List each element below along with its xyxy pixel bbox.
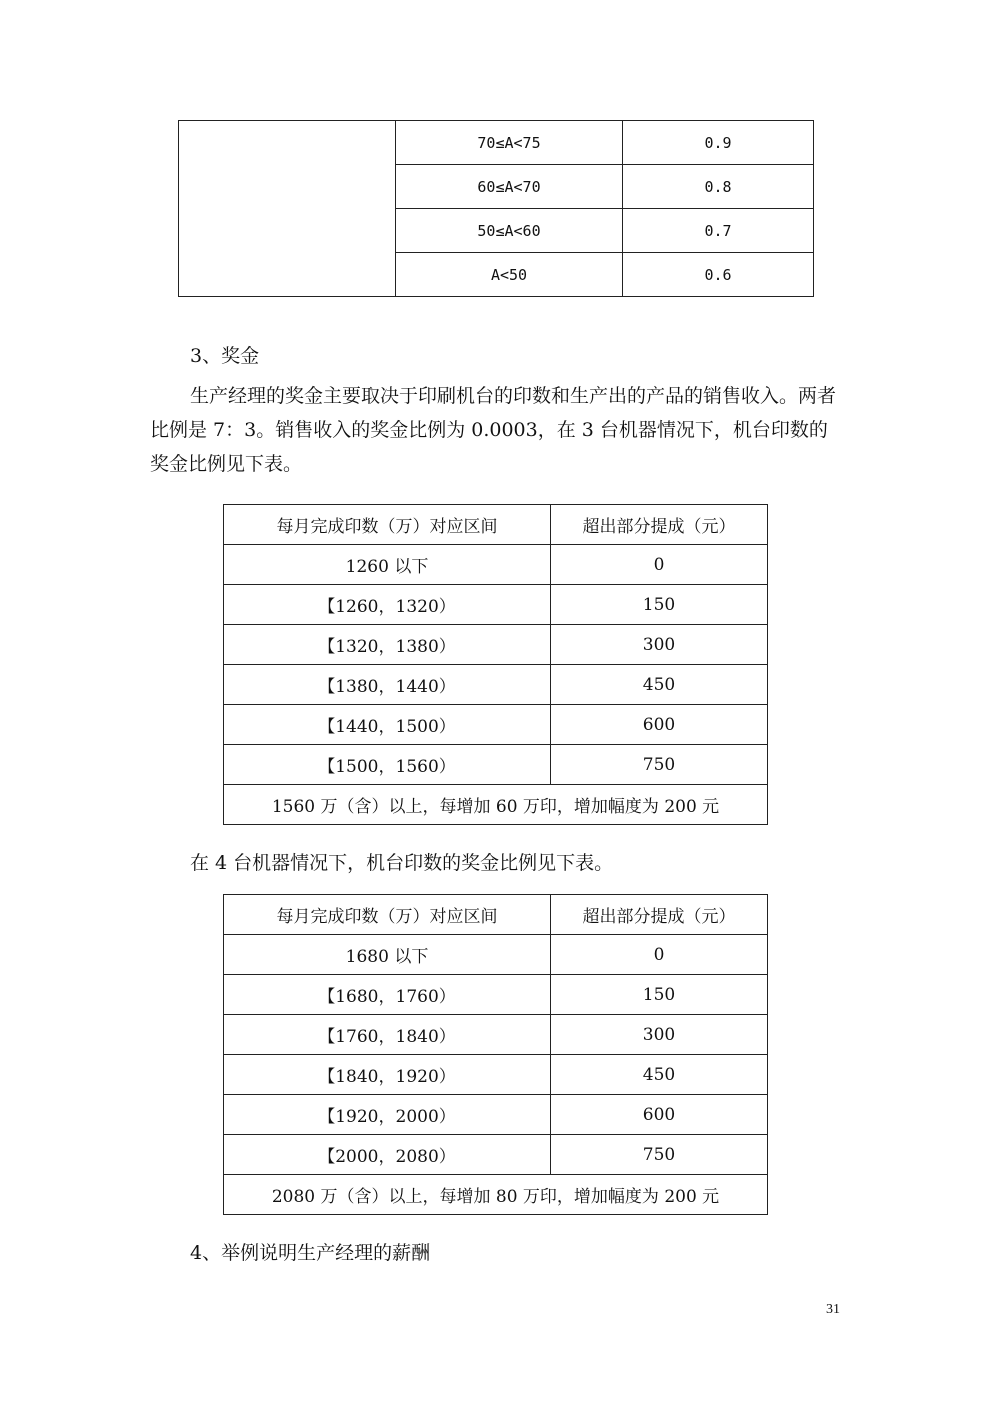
range-cell: 1260 以下 — [224, 545, 551, 585]
range-cell: 【1260，1320） — [224, 585, 551, 625]
footer-note-cell: 2080 万（含）以上，每增加 80 万印，增加幅度为 200 元 — [224, 1175, 768, 1215]
table-row — [179, 121, 814, 165]
range-cell: 【2000，2080） — [224, 1135, 551, 1175]
table-row — [224, 625, 768, 665]
coefficient-cell: 0.7 — [623, 209, 814, 253]
score-range-cell: A<50 — [396, 253, 623, 297]
table-row — [224, 1135, 768, 1175]
range-cell: 【1760，1840） — [224, 1015, 551, 1055]
bonus-cell: 150 — [551, 975, 768, 1015]
column-header-range: 每月完成印数（万）对应区间 — [224, 505, 551, 545]
range-cell: 1680 以下 — [224, 935, 551, 975]
table-row — [224, 665, 768, 705]
bonus-cell: 600 — [551, 1095, 768, 1135]
table-row — [224, 585, 768, 625]
table-row — [224, 545, 768, 585]
range-cell: 【1320，1380） — [224, 625, 551, 665]
table-header-row — [224, 895, 768, 935]
score-range-cell: 50≤A<60 — [396, 209, 623, 253]
score-coefficient-table — [178, 120, 814, 297]
bonus-cell: 300 — [551, 1015, 768, 1055]
bonus-cell: 300 — [551, 625, 768, 665]
column-header-range: 每月完成印数（万）对应区间 — [224, 895, 551, 935]
table-row — [224, 745, 768, 785]
table-row — [224, 935, 768, 975]
bonus-table-4-machines — [223, 894, 768, 1215]
table-row — [224, 1055, 768, 1095]
table-4-intro-text: 在 4 台机器情况下，机台印数的奖金比例见下表。 — [190, 852, 614, 874]
column-header-bonus: 超出部分提成（元） — [551, 895, 768, 935]
page-number: 31 — [826, 1302, 840, 1317]
footer-note-cell: 1560 万（含）以上，每增加 60 万印，增加幅度为 200 元 — [224, 785, 768, 825]
range-cell: 【1840，1920） — [224, 1055, 551, 1095]
range-cell: 【1680，1760） — [224, 975, 551, 1015]
section-3-paragraph: 生产经理的奖金主要取决于印刷机台的印数和生产出的产品的销售收入。两者比例是 7：3。销售收入的奖金比例为 0.0003，在 3 台机器情况下，机台印数的奖金比例见下表。 — [150, 385, 837, 475]
bonus-cell: 0 — [551, 545, 768, 585]
table-row — [224, 1095, 768, 1135]
bonus-cell: 0 — [551, 935, 768, 975]
table-row — [224, 975, 768, 1015]
coefficient-cell: 0.8 — [623, 165, 814, 209]
range-cell: 【1440，1500） — [224, 705, 551, 745]
section-4-heading: 4、举例说明生产经理的薪酬 — [190, 1242, 431, 1264]
coefficient-cell: 0.6 — [623, 253, 814, 297]
range-cell: 【1920，2000） — [224, 1095, 551, 1135]
table-footer-row — [224, 785, 768, 825]
score-range-cell: 60≤A<70 — [396, 165, 623, 209]
empty-merged-cell — [179, 121, 396, 297]
table-header-row — [224, 505, 768, 545]
table-footer-row — [224, 1175, 768, 1215]
bonus-cell: 750 — [551, 745, 768, 785]
range-cell: 【1380，1440） — [224, 665, 551, 705]
column-header-bonus: 超出部分提成（元） — [551, 505, 768, 545]
bonus-table-3-machines — [223, 504, 768, 825]
table-row — [224, 1015, 768, 1055]
section-3-heading: 3、奖金 — [190, 345, 260, 367]
bonus-cell: 600 — [551, 705, 768, 745]
bonus-cell: 450 — [551, 1055, 768, 1095]
bonus-cell: 750 — [551, 1135, 768, 1175]
bonus-cell: 150 — [551, 585, 768, 625]
bonus-cell: 450 — [551, 665, 768, 705]
score-range-cell: 70≤A<75 — [396, 121, 623, 165]
coefficient-cell: 0.9 — [623, 121, 814, 165]
range-cell: 【1500，1560） — [224, 745, 551, 785]
table-row — [224, 705, 768, 745]
